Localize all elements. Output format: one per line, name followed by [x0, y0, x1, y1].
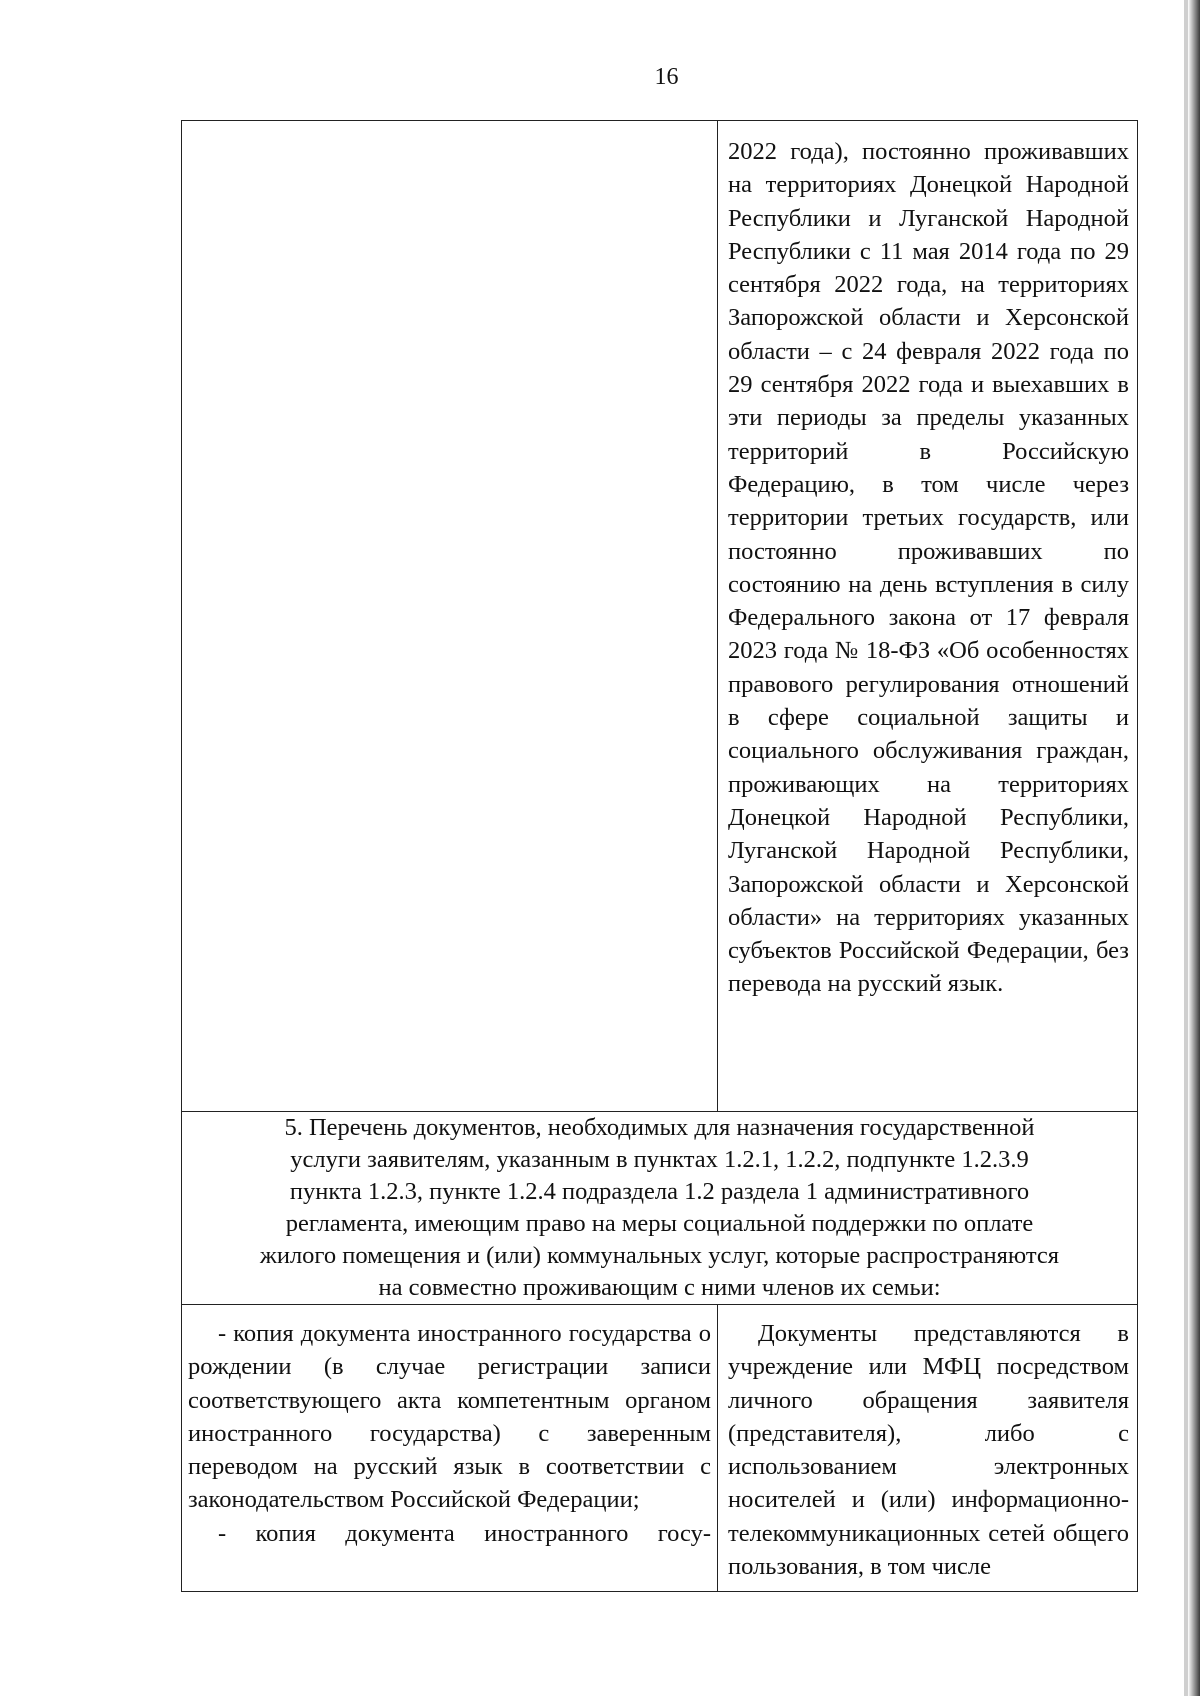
section-heading-line: пункта 1.2.3, пункте 1.2.4 подраздела 1.2 раздела 1 административного — [289, 1178, 1030, 1205]
section-heading-line: 5. Перечень документов, необходимых для назначения государственной — [284, 1114, 1035, 1141]
section-heading-line: жилого помещения и (или) коммунальных услуг, которые распространяются — [259, 1242, 1060, 1269]
section-heading-line: регламента, имеющим право на меры социальной поддержки по оплате — [285, 1210, 1034, 1237]
submission-method-cell — [718, 1305, 1138, 1592]
section-heading-line: на совместно проживающим с ними членов их семьи: — [378, 1274, 941, 1301]
document-item: - копия документа иностранного госу- — [218, 1519, 711, 1547]
continuation-row — [182, 121, 1138, 1112]
section-heading-row — [182, 1112, 1138, 1305]
scan-edge-shadow — [1188, 0, 1200, 1696]
documents-list-cell — [182, 1305, 718, 1592]
submission-method-text: Документы представляются в учреждение или МФЦ посредством личного обращения заявителя (представителя), либо с использованием электронных носителей и (или) информационно-телекоммуникационных сетей общего пользования, в том числе — [728, 1320, 1129, 1581]
page-number: 16 — [654, 64, 679, 90]
continuation-left-cell — [182, 121, 718, 1112]
section-heading-line: услуги заявителям, указанным в пунктах 1.2.1, 1.2.2, подпункте 1.2.3.9 — [290, 1146, 1029, 1173]
documents-table — [181, 120, 1138, 1592]
document-item: - копия документа иностранного государства о рождении (в случае регистрации записи соответствующего акта компетентным органом иностранного государства) с заверенным переводом на русский язык в соответствии с законодательством Российской Федерации; — [188, 1320, 711, 1514]
continuation-right-text: 2022 года), постоянно проживавших на территориях Донецкой Народной Республики и Луганской Народной Республики с 11 мая 2014 года по 29 сентября 2022 года, на территориях Запорожской области и Херсонской области – с 24 февраля 2022 года по 29 сентября 2022 года и выехавших в эти периоды за пределы указанных территорий в Российскую Федерацию, в том числе через территории третьих государств, или постоянно проживавших по состоянию на день вступления в силу Федерального закона от 17 февраля 2023 года № 18-ФЗ «Об особенностях правового регулирования отношений в сфере социальной защиты и социального обслуживания граждан, проживающих на территориях Донецкой Народной Республики, Луганской Народной Республики, Запорожской области и Херсонской области» на территориях указанных субъектов Российской Федерации, без перевода на русский язык. — [728, 138, 1129, 998]
continuation-right-cell — [718, 121, 1138, 1112]
documents-row — [182, 1305, 1138, 1592]
section-heading — [182, 1112, 1138, 1305]
